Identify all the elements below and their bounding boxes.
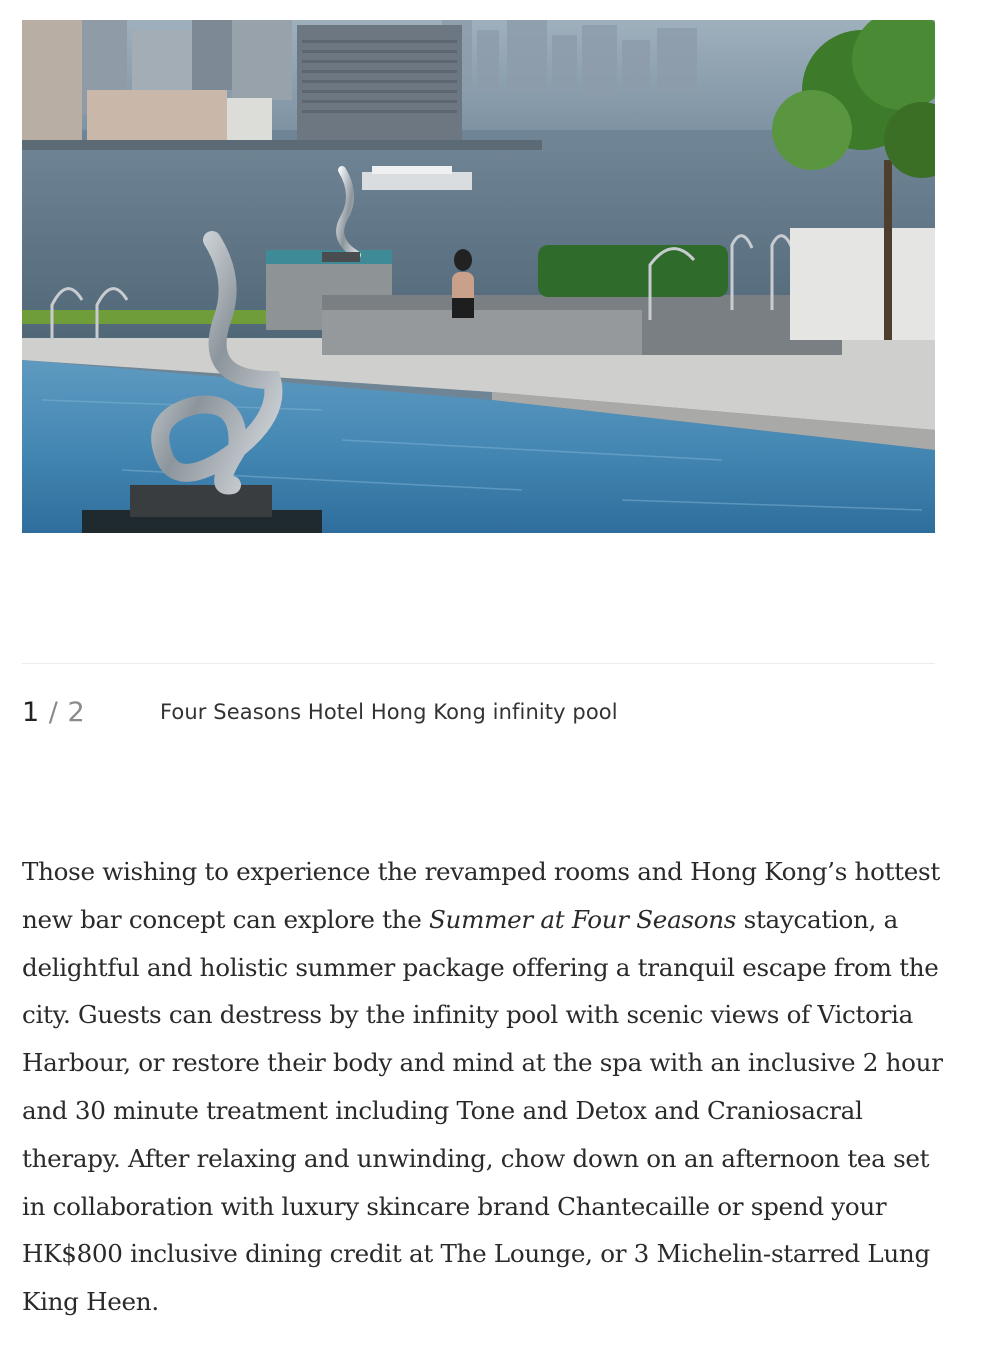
paragraph-text-start: Those wishing to experience the revamped rooms and Hong Kong’s hottest new bar concept can explore the xyxy=(22,857,940,934)
article-paragraph xyxy=(22,848,952,1326)
slide-total: 2 xyxy=(67,696,86,728)
package-name: Summer at Four Seasons xyxy=(429,904,737,934)
gallery-caption-bar xyxy=(22,692,935,732)
image-caption: Four Seasons Hotel Hong Kong infinity pool xyxy=(160,700,618,724)
slide-separator: / xyxy=(48,696,59,728)
pool-photo xyxy=(22,20,935,533)
caption-divider xyxy=(22,663,935,664)
slide-current: 1 xyxy=(22,696,40,728)
gallery-image[interactable] xyxy=(22,20,935,533)
paragraph-text-end: staycation, a delightful and holistic summer package offering a tranquil escape from the city. Guests can destress by the infinity pool with scenic views of Victoria Harbour, or restore their body and mind at the spa with an inclusive 2 hour and 30 minute treatment including Tone and Detox and Craniosacral therapy. After relaxing and unwinding, chow down on an afternoon tea set in collaboration with luxury skincare brand Chantecaille or spend your HK$800 inclusive dining credit at The Lounge, or 3 Michelin-starred Lung King Heen. xyxy=(22,904,943,1317)
slide-counter xyxy=(22,697,160,728)
